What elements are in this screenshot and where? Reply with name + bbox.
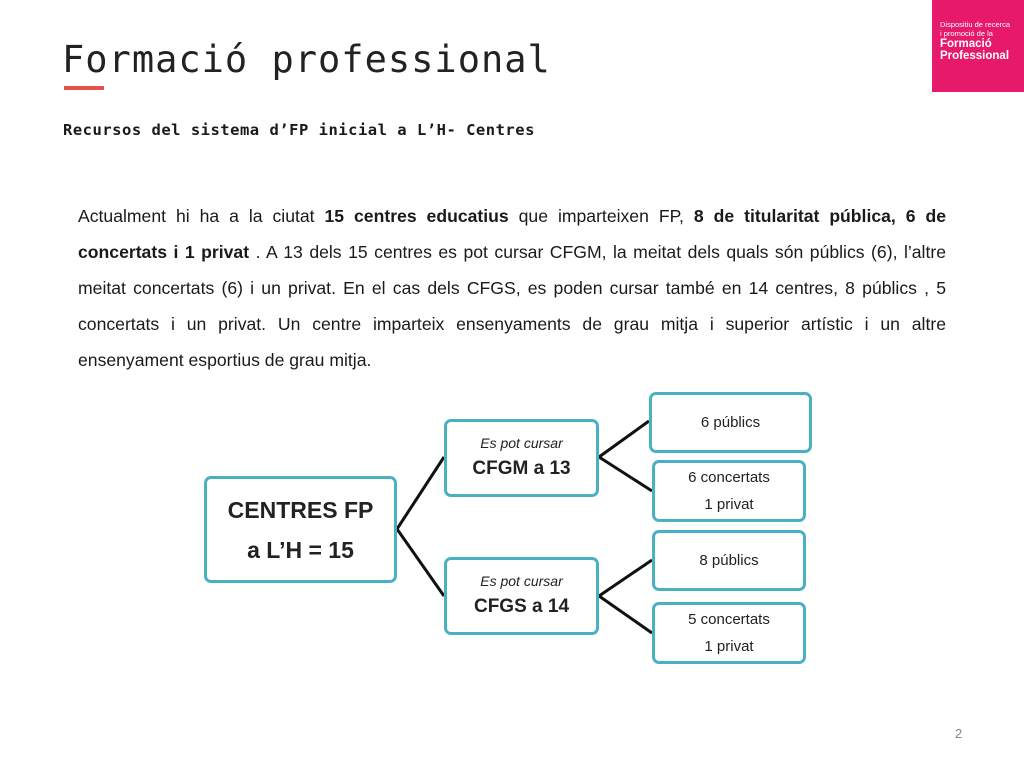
page-title: Formació professional: [62, 38, 551, 81]
leaf-cfgs-public: [652, 530, 806, 591]
connector-cfgm-other: [599, 457, 652, 491]
node-cfgs-pre: Es pot cursar: [480, 573, 563, 589]
node-cfgs-main: CFGS a 14: [473, 596, 570, 617]
node-cfgm-pre: Es pot cursar: [480, 435, 563, 451]
leaf-cfgm-public: [649, 392, 812, 453]
connector-cfgm-public: [599, 421, 649, 457]
connector-cfgs-public: [599, 560, 652, 596]
leaf-cfgm-other: [652, 460, 806, 522]
leaf-cfgs-public-label: 8 públics: [699, 552, 759, 569]
paragraph-line-1: Actualment hi ha a la ciutat 15 centres educatius que imparteixen FP, 8 de titularitat pública, 6 de: [78, 206, 947, 226]
leaf-cfgm-other-line-1: 6 concertats: [688, 469, 770, 486]
leaf-cfgm-public-label: 6 públics: [700, 414, 761, 431]
leaf-cfgm-other-line-2: 1 privat: [704, 496, 754, 513]
page-subtitle: Recursos del sistema d’FP inicial a L’H- Centres: [63, 121, 535, 139]
root-node-line-2: a L’H = 15: [247, 536, 354, 563]
paragraph-line-5: ensenyament esportius de grau mitja.: [78, 350, 372, 370]
root-node-line-1: CENTRES FP: [227, 496, 374, 523]
page-number: 2: [955, 726, 963, 741]
logo-line-3: Formació: [940, 38, 992, 50]
connector-root-cfgs: [397, 529, 444, 596]
connector-cfgs-other: [599, 596, 652, 633]
logo-line-2: i promoció de la: [940, 29, 993, 38]
leaf-cfgs-other-line-2: 1 privat: [704, 638, 754, 655]
node-cfgs: [444, 557, 599, 635]
node-cfgm-main: CFGM a 13: [472, 458, 571, 479]
connector-root-cfgm: [397, 457, 444, 529]
leaf-cfgs-other: [652, 602, 806, 664]
leaf-cfgs-other-line-1: 5 concertats: [688, 611, 770, 628]
logo-line-4: Professional: [940, 50, 1010, 62]
paragraph-line-3: meitat concertats (6) i un privat. En el cas dels CFGS, es poden cursar també en 14 centres, 8 públics , 5: [78, 278, 946, 298]
logo-line-1: Dispositiu de recerca: [940, 20, 1011, 29]
paragraph-line-2: concertats i 1 privat . A 13 dels 15 centres es pot cursar CFGM, la meitat dels quals són públics (6), l’altre: [78, 242, 946, 262]
paragraph-line-4: concertats i un privat. Un centre imparteix ensenyaments de grau mitja i superior artístic i un altre: [78, 314, 946, 334]
node-cfgm: [444, 419, 599, 497]
root-node-centres-fp: [204, 476, 397, 583]
